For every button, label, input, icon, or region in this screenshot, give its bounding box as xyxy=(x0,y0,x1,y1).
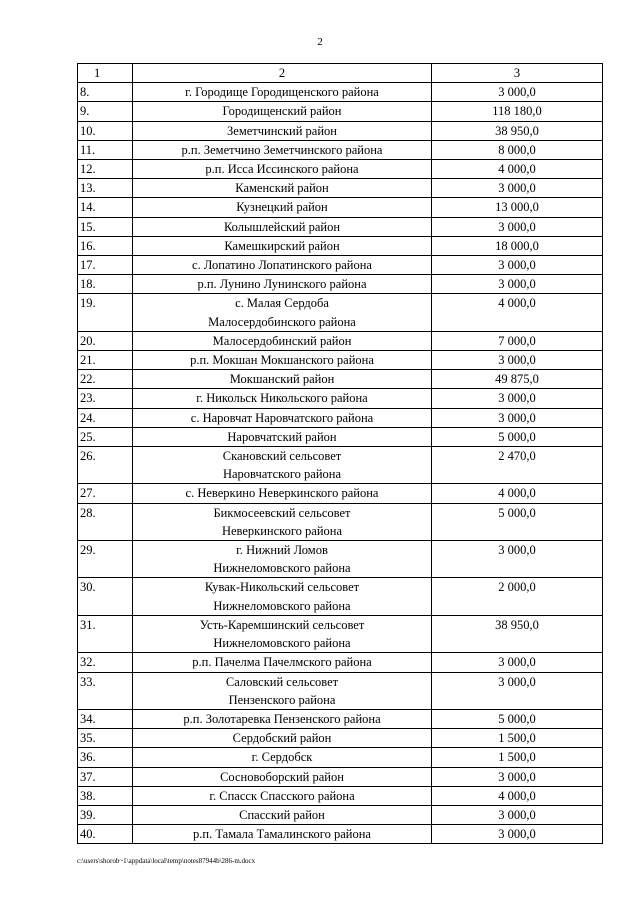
row-amount: 3 000,0 xyxy=(432,275,603,294)
table-row xyxy=(78,615,603,652)
row-name: Колышлейский район xyxy=(133,217,432,236)
row-name: Сосновоборский район xyxy=(133,767,432,786)
row-amount: 3 000,0 xyxy=(432,351,603,370)
row-amount: 5 000,0 xyxy=(432,427,603,446)
table-row xyxy=(78,121,603,140)
table-row xyxy=(78,275,603,294)
row-number: 22. xyxy=(78,370,133,389)
table-row xyxy=(78,672,603,709)
table-row xyxy=(78,198,603,217)
row-amount: 18 000,0 xyxy=(432,236,603,255)
row-number: 27. xyxy=(78,484,133,503)
table-row xyxy=(78,160,603,179)
row-amount: 3 000,0 xyxy=(432,256,603,275)
row-name: Малосердобинский район xyxy=(133,331,432,350)
row-number: 16. xyxy=(78,236,133,255)
row-name: р.п. Земетчино Земетчинского района xyxy=(133,140,432,159)
footer-file-path: c:\users\shorob~1\appdata\local\temp\notes87944b\286-m.docx xyxy=(77,857,256,865)
header-col-3: 3 xyxy=(432,64,603,83)
row-number: 28. xyxy=(78,503,133,540)
table-row xyxy=(78,786,603,805)
row-amount: 4 000,0 xyxy=(432,294,603,331)
row-number: 34. xyxy=(78,709,133,728)
row-amount: 8 000,0 xyxy=(432,140,603,159)
table-row xyxy=(78,179,603,198)
table-row xyxy=(78,825,603,844)
row-amount: 3 000,0 xyxy=(432,805,603,824)
table-row xyxy=(78,331,603,350)
table-row xyxy=(78,767,603,786)
table-row xyxy=(78,503,603,540)
table-row xyxy=(78,709,603,728)
row-amount: 1 500,0 xyxy=(432,729,603,748)
table-row xyxy=(78,805,603,824)
table-row xyxy=(78,236,603,255)
row-name: Каменский район xyxy=(133,179,432,198)
row-amount: 3 000,0 xyxy=(432,217,603,236)
row-number: 14. xyxy=(78,198,133,217)
row-amount: 2 000,0 xyxy=(432,578,603,615)
row-amount: 4 000,0 xyxy=(432,160,603,179)
row-name: Кузнецкий район xyxy=(133,198,432,217)
table-row xyxy=(78,102,603,121)
row-name: с. Малая Сердоба Малосердобинского района xyxy=(133,294,432,331)
row-number: 30. xyxy=(78,578,133,615)
row-name: Городищенский район xyxy=(133,102,432,121)
table-header-row xyxy=(78,64,603,83)
row-number: 31. xyxy=(78,615,133,652)
row-number: 33. xyxy=(78,672,133,709)
header-col-1: 1 xyxy=(78,64,133,83)
row-number: 23. xyxy=(78,389,133,408)
row-amount: 13 000,0 xyxy=(432,198,603,217)
row-name: Спасский район xyxy=(133,805,432,824)
row-amount: 3 000,0 xyxy=(432,83,603,102)
row-number: 13. xyxy=(78,179,133,198)
row-amount: 3 000,0 xyxy=(432,653,603,672)
row-amount: 3 000,0 xyxy=(432,541,603,578)
table-row xyxy=(78,256,603,275)
table-row xyxy=(78,729,603,748)
row-number: 35. xyxy=(78,729,133,748)
row-name: с. Наровчат Наровчатского района xyxy=(133,408,432,427)
row-amount: 3 000,0 xyxy=(432,767,603,786)
row-amount: 4 000,0 xyxy=(432,786,603,805)
row-amount: 3 000,0 xyxy=(432,672,603,709)
row-name: г. Сердобск xyxy=(133,748,432,767)
page-number: 2 xyxy=(317,36,323,48)
row-number: 11. xyxy=(78,140,133,159)
table-row xyxy=(78,389,603,408)
table-row xyxy=(78,653,603,672)
table-row xyxy=(78,427,603,446)
table-row xyxy=(78,541,603,578)
row-name: г. Городище Городищенского района xyxy=(133,83,432,102)
row-name: Мокшанский район xyxy=(133,370,432,389)
row-name: Усть-Каремшинский сельсовет Нижнеломовского района xyxy=(133,615,432,652)
allocation-table xyxy=(77,63,603,844)
table-row xyxy=(78,294,603,331)
row-amount: 2 470,0 xyxy=(432,447,603,484)
table-row xyxy=(78,351,603,370)
row-name: Саловский сельсовет Пензенского района xyxy=(133,672,432,709)
row-amount: 3 000,0 xyxy=(432,408,603,427)
row-number: 12. xyxy=(78,160,133,179)
row-number: 25. xyxy=(78,427,133,446)
row-name: р.п. Тамала Тамалинского района xyxy=(133,825,432,844)
row-name: с. Лопатино Лопатинского района xyxy=(133,256,432,275)
table-row xyxy=(78,447,603,484)
row-name: р.п. Мокшан Мокшанского района xyxy=(133,351,432,370)
row-number: 20. xyxy=(78,331,133,350)
row-name: р.п. Лунино Лунинского района xyxy=(133,275,432,294)
header-col-2: 2 xyxy=(133,64,432,83)
row-name: Кувак-Никольский сельсовет Нижнеломовского района xyxy=(133,578,432,615)
table-row xyxy=(78,217,603,236)
row-name: р.п. Исса Иссинского района xyxy=(133,160,432,179)
row-number: 40. xyxy=(78,825,133,844)
row-amount: 49 875,0 xyxy=(432,370,603,389)
row-name: Наровчатский район xyxy=(133,427,432,446)
row-name: Скановский сельсовет Наровчатского района xyxy=(133,447,432,484)
row-name: Камешкирский район xyxy=(133,236,432,255)
row-amount: 7 000,0 xyxy=(432,331,603,350)
table-row xyxy=(78,83,603,102)
row-amount: 38 950,0 xyxy=(432,121,603,140)
row-name: г. Спасск Спасского района xyxy=(133,786,432,805)
table-row xyxy=(78,370,603,389)
row-amount: 38 950,0 xyxy=(432,615,603,652)
row-number: 9. xyxy=(78,102,133,121)
row-number: 18. xyxy=(78,275,133,294)
table-row xyxy=(78,408,603,427)
row-name: Бикмосеевский сельсовет Неверкинского района xyxy=(133,503,432,540)
table-row xyxy=(78,578,603,615)
row-amount: 3 000,0 xyxy=(432,389,603,408)
row-number: 37. xyxy=(78,767,133,786)
row-number: 32. xyxy=(78,653,133,672)
row-number: 24. xyxy=(78,408,133,427)
row-name: г. Нижний Ломов Нижнеломовского района xyxy=(133,541,432,578)
row-amount: 3 000,0 xyxy=(432,825,603,844)
row-number: 15. xyxy=(78,217,133,236)
table-row xyxy=(78,140,603,159)
row-number: 19. xyxy=(78,294,133,331)
row-number: 36. xyxy=(78,748,133,767)
row-number: 8. xyxy=(78,83,133,102)
table-row xyxy=(78,484,603,503)
row-amount: 5 000,0 xyxy=(432,503,603,540)
row-name: Земетчинский район xyxy=(133,121,432,140)
row-amount: 3 000,0 xyxy=(432,179,603,198)
row-number: 17. xyxy=(78,256,133,275)
row-number: 39. xyxy=(78,805,133,824)
row-name: Сердобский район xyxy=(133,729,432,748)
row-amount: 1 500,0 xyxy=(432,748,603,767)
row-amount: 4 000,0 xyxy=(432,484,603,503)
row-number: 26. xyxy=(78,447,133,484)
row-name: г. Никольск Никольского района xyxy=(133,389,432,408)
row-amount: 118 180,0 xyxy=(432,102,603,121)
row-amount: 5 000,0 xyxy=(432,709,603,728)
table-row xyxy=(78,748,603,767)
row-name: р.п. Золотаревка Пензенского района xyxy=(133,709,432,728)
row-number: 21. xyxy=(78,351,133,370)
row-name: с. Неверкино Неверкинского района xyxy=(133,484,432,503)
row-name: р.п. Пачелма Пачелмского района xyxy=(133,653,432,672)
row-number: 10. xyxy=(78,121,133,140)
row-number: 29. xyxy=(78,541,133,578)
row-number: 38. xyxy=(78,786,133,805)
